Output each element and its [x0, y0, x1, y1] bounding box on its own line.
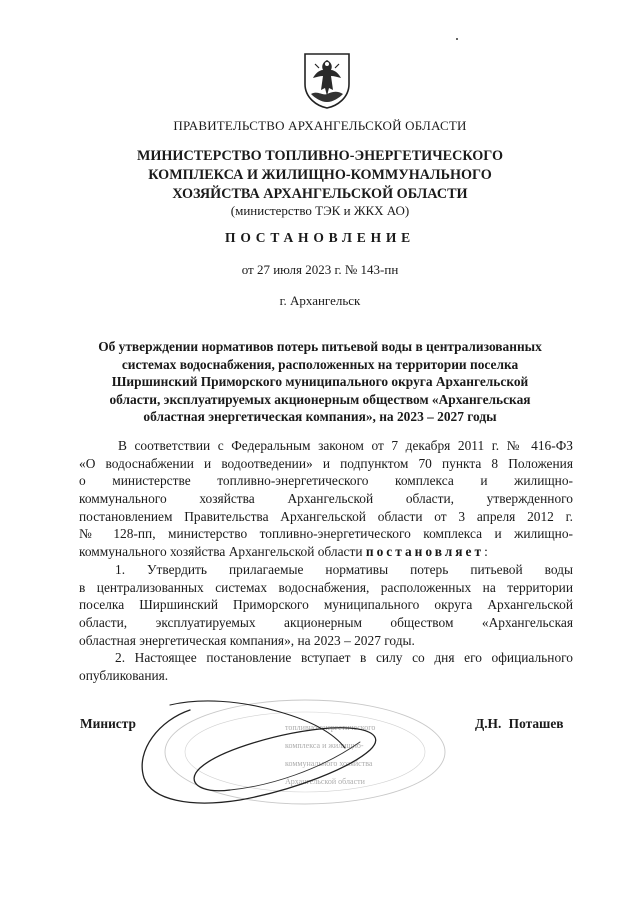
ministry-line: КОМПЛЕКСА И ЖИЛИЩНО-КОММУНАЛЬНОГО [148, 167, 492, 183]
government-name: ПРАВИТЕЛЬСТВО АРХАНГЕЛЬСКОЙ ОБЛАСТИ [173, 118, 467, 133]
document-city: г. Архангельск [279, 293, 361, 308]
coat-of-arms-emblem [301, 50, 353, 110]
title-line: Ширшинский Приморского муниципального округа Архангельской [111, 374, 529, 390]
body-line: В соответствии с Федеральным законом от 7 декабря 2011 г. № 416-ФЗ [118, 438, 573, 453]
body-line: опубликования. [79, 667, 169, 683]
body-line: поселка Ширшинский Приморского муниципального округа Архангельской [79, 597, 573, 613]
body-line: коммунального хозяйства Архангельской области, утвержденного [79, 491, 573, 507]
body-line: № 128-пп, министерство топливно-энергетического комплекса и жилищно- [79, 526, 573, 542]
stamp-text: коммунального хозяйства [285, 759, 373, 768]
document-title [70, 338, 570, 426]
title-line: области, эксплуатируемых акционерным обществом «Архангельская [109, 391, 531, 407]
stamp-text: топливно-энергетического [285, 723, 376, 732]
stamp-text: комплекса и жилищно- [285, 741, 364, 750]
body-line-punct: : [484, 544, 488, 560]
body-line [79, 543, 573, 561]
signer-name: Д.Н. Поташев [475, 716, 564, 731]
body-line: постановлением Правительства Архангельской области от 3 апреля 2012 г. [79, 508, 573, 524]
ministry-abbreviation: (министерство ТЭК и ЖКХ АО) [230, 203, 410, 218]
body-line: 1. Утвердить прилагаемые нормативы потерь питьевой воды [115, 561, 573, 577]
ministry-line: ХОЗЯЙСТВА АРХАНГЕЛЬСКОЙ ОБЛАСТИ [172, 186, 468, 202]
body-line: в централизованных системах водоснабжения, расположенных на территории [79, 579, 573, 595]
document-body [79, 437, 573, 685]
body-line: 2. Настоящее постановление вступает в силу со дня его официального [115, 650, 573, 666]
document-date-number: от 27 июля 2023 г. № 143-пн [241, 262, 399, 277]
stamp-text: Архангельской области [285, 777, 365, 786]
signer-position: Министр [80, 716, 136, 731]
title-line: областная энергетическая компания», на 2023 – 2027 годы [143, 409, 497, 425]
scan-speck [456, 38, 458, 40]
body-line: области, эксплуатируемых акционерным обществом «Архангельская [79, 614, 573, 630]
title-line: Об утверждении нормативов потерь питьевой воды в централизованных [98, 339, 542, 354]
resolution-keyword: постановляет [365, 544, 485, 560]
document-type: ПОСТАНОВЛЕНИЕ [225, 230, 415, 245]
handwritten-signature [130, 690, 430, 820]
body-line: областная энергетическая компания», на 2023 – 2027 годы. [79, 632, 415, 648]
body-line: «О водоснабжении и водоотведении» и подпунктом 70 пункта 8 Положения [79, 455, 573, 471]
ministry-name [60, 147, 580, 204]
ministry-line: МИНИСТЕРСТВО ТОПЛИВНО-ЭНЕРГЕТИЧЕСКОГО [136, 148, 504, 164]
title-line: системах водоснабжения, расположенных на территории поселка [121, 356, 519, 372]
body-line-text: коммунального хозяйства Архангельской области [79, 544, 363, 560]
body-line: о министерстве топливно-энергетического комплекса и жилищно- [79, 473, 573, 489]
